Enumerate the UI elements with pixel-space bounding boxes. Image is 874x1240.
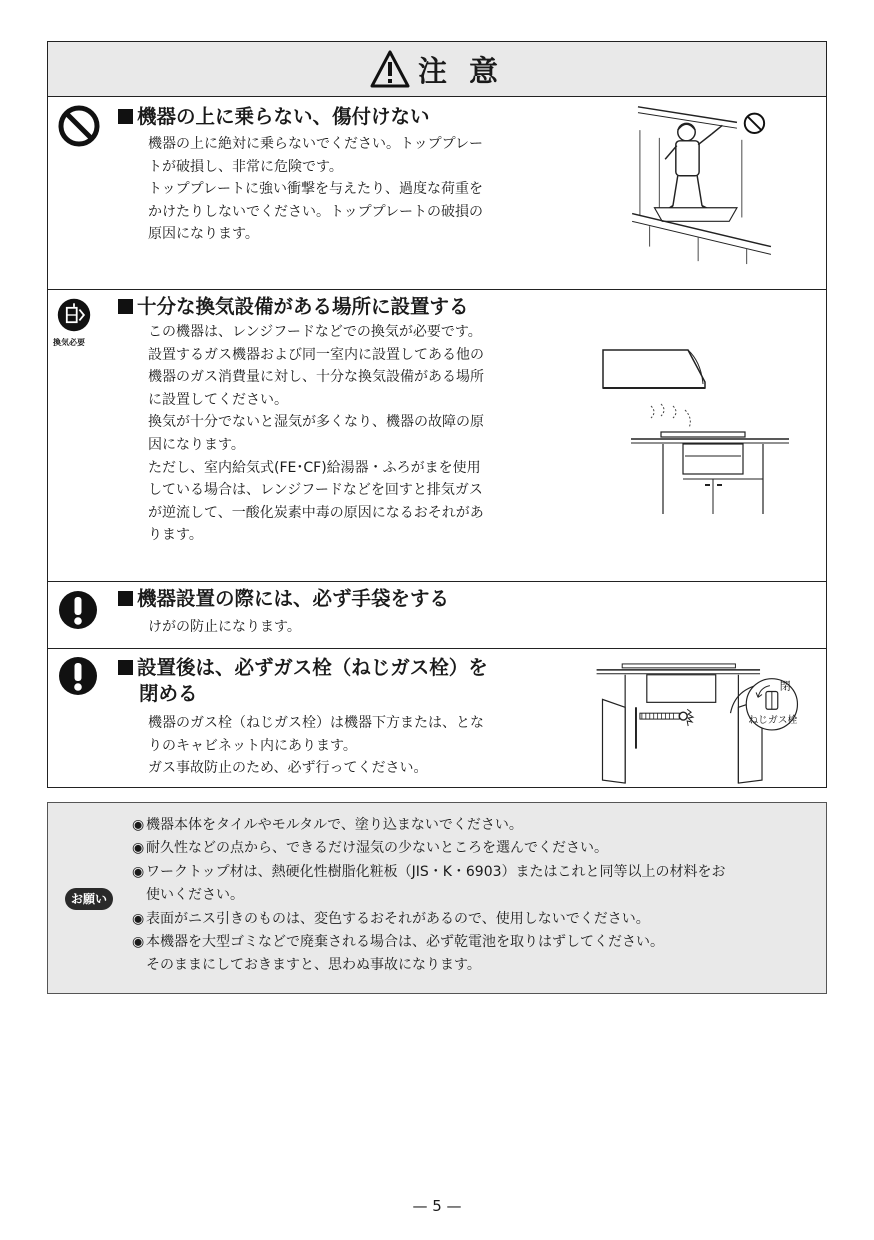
list-item: ◉ 表面がニス引きのものは、変色するおそれがあるので、使用しないでください。 <box>132 908 822 931</box>
square-bullet-icon <box>118 660 133 675</box>
section-body: 機器の上に絶対に乗らないでください。トッププレー トが破損し、非常に危険です。 トッププレートに強い衝撃を与えたり、過度な荷重を かけたりしないでください。トッププレートの破損の 原因になります。 <box>148 136 484 243</box>
page-number: — 5 — <box>412 1197 462 1215</box>
prohibited-icon <box>57 104 101 148</box>
section-body: けがの防止になります。 <box>148 619 301 635</box>
person-standing-illustration <box>628 101 778 266</box>
ventilation-icon-label: 換気必要 <box>53 338 85 347</box>
caution-header <box>48 42 826 97</box>
section-heading: 機器の上に乗らない、傷付けない <box>118 103 430 130</box>
section-heading: 設置後は、必ずガス栓（ねじガス栓）を <box>118 654 488 681</box>
caution-box <box>47 41 827 788</box>
ventilation-required-icon <box>56 297 92 333</box>
valve-label: ねじガス栓 <box>748 715 798 727</box>
section-body: 機器のガス栓（ねじガス栓）は機器下方または、とな りのキャビネット内にあります。 ガス事故防止のため、必ず行ってください。 <box>148 715 484 777</box>
list-item: ◉ 本機器を大型ゴミなどで廃棄される場合は、必ず乾電池を取りはずしてください。 そのままにしておきますと、思わぬ事故になります。 <box>132 931 822 978</box>
section-heading: 十分な換気設備がある場所に設置する <box>118 293 469 320</box>
mandatory-exclamation-icon <box>58 590 98 630</box>
square-bullet-icon <box>118 591 133 606</box>
square-bullet-icon <box>118 299 133 314</box>
list-item: ◉ ワークトップ材は、熱硬化性樹脂化粧板（JIS・K・6903）またはこれと同等以上の材料をお 使いください。 <box>132 861 822 908</box>
section-gloves <box>48 581 826 649</box>
close-label: 閉 <box>779 679 791 693</box>
gas-valve-cabinet-illustration <box>591 660 806 788</box>
section-body: この機器は、レンジフードなどでの換気が必要です。 設置するガス機器および同一室内に設置してある他の 機器のガス消費量に対し、十分な換気設備がある場所 に設置してください。 換気が十分でないと湿気が多くなり、機器の故障の原 因になります。 ただし、室内給気式(FE･CF)給湯器・ふろがまを使用 している場合は、レンジフードなどを回すと排気ガス が逆流して、一酸化炭素中毒の原因になるおそれがあ ります。 <box>148 324 484 544</box>
section-heading-line2: 閉める <box>139 682 198 705</box>
request-badge: お願い <box>65 888 113 910</box>
section-ventilation <box>48 289 826 582</box>
mandatory-exclamation-icon <box>58 656 98 696</box>
list-item: ◉ 耐久性などの点から、できるだけ湿気の少ないところを選んでください。 <box>132 837 822 860</box>
bullet-icon: ◉ <box>132 840 145 857</box>
section-gas-valve <box>48 648 826 789</box>
range-hood-illustration <box>593 344 793 514</box>
request-box <box>47 802 827 994</box>
bullet-icon: ◉ <box>132 934 145 951</box>
warning-triangle-icon <box>370 49 410 89</box>
bullet-icon: ◉ <box>132 863 145 880</box>
section-heading: 機器設置の際には、必ず手袋をする <box>118 585 449 612</box>
square-bullet-icon <box>118 109 133 124</box>
bullet-icon: ◉ <box>132 910 145 927</box>
bullet-icon: ◉ <box>132 817 145 833</box>
caution-title: 注 意 <box>417 53 505 88</box>
request-list <box>132 814 822 978</box>
list-item: ◉ 機器本体をタイルやモルタルで、塗り込まないでください。 <box>132 814 822 837</box>
section-no-standing <box>48 96 826 290</box>
